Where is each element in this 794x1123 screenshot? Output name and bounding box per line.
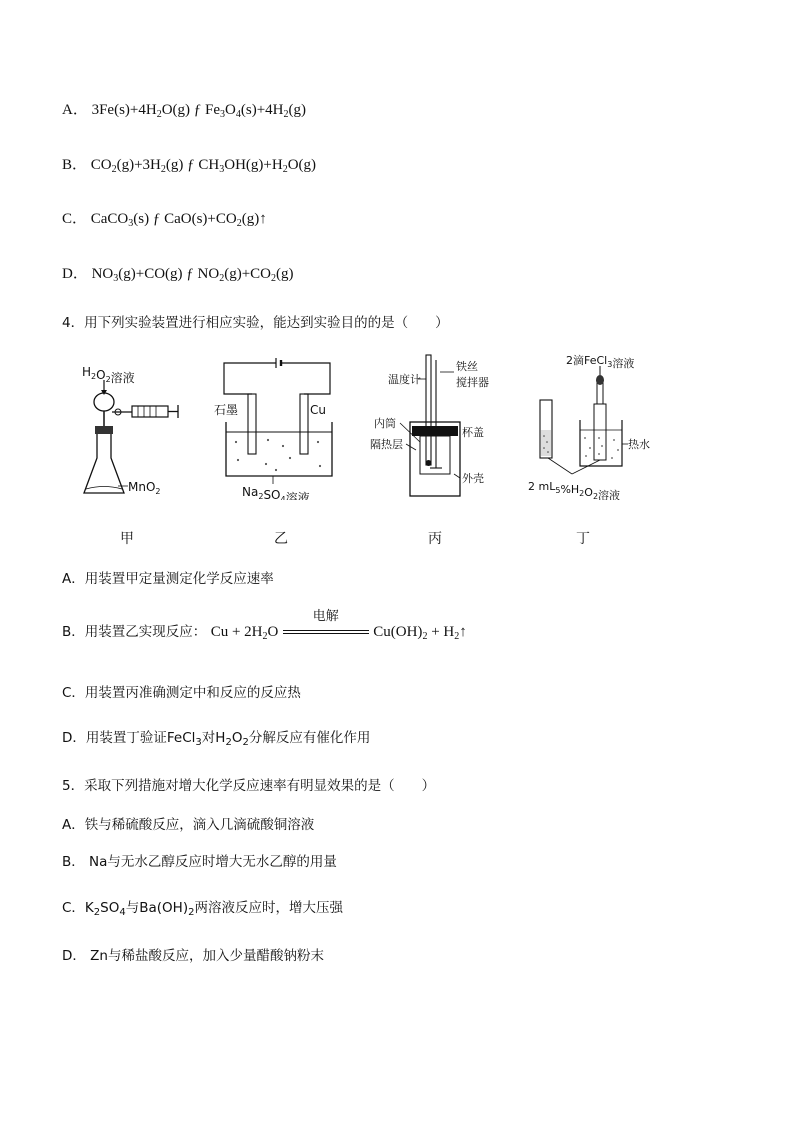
caption-jia: 甲 [120,531,134,547]
jia-label-top: $H_2O_2$溶液 [82,365,135,385]
q3-option-d [62,262,294,284]
caption-ding: 丁 [576,531,590,547]
figure-ding [528,350,658,504]
electrolysis-label: 电解 [312,609,339,624]
q3-option-b-text: $CO_2(g)+3H_2(g)$ ƒ $CH_3OH(g)+H_2O(g)$ [90,157,317,175]
q4-option-b-lhs: $Cu + 2H_2O$ [210,624,279,642]
q3-option-a [62,98,306,120]
q3-option-c-label: C． [62,211,88,227]
reaction-arrow [283,609,369,639]
q3-option-b [62,153,316,175]
q3-option-c [62,207,267,229]
q4-option-b-prefix: B．用装置乙实现反应： [62,624,207,640]
yi-label-bottom: $Na_2SO_4$溶液 [242,485,310,500]
figure-bing [370,350,495,504]
figure-yi [208,350,348,504]
q5-option-d: D． Zn与稀盐酸反应，加入少量醋酸钠粉末 [62,948,324,964]
figure-jia [74,350,184,504]
bing-label-wire: 铁丝 [456,360,478,373]
q4-option-d: D．用装置丁验证FeCl$_3$对$H_2O_2$分解反应有催化作用 [62,730,371,748]
q5-option-c: C．$K_2SO_4$与$Ba(OH)_2$两溶液反应时，增大压强 [62,900,343,918]
bing-label-stirrer: 搅拌器 [456,376,489,389]
q4-option-b-rhs: $Cu(OH)_2$ + $H_2↑$ [373,624,467,642]
q4-option-b [62,609,467,642]
q4-option-a: A．用装置甲定量测定化学反应速率 [62,571,274,587]
yi-label-right: Cu [310,403,326,417]
bing-label-shell: 外壳 [462,472,484,485]
q3-option-a-text: $3Fe(s)+4H_2O(g)$ ƒ $Fe_3O_4(s)+4H_2(g)$ [91,102,307,120]
q4-option-c: C．用装置丙准确测定中和反应的反应热 [62,685,301,701]
ding-label-hot: 热水 [628,438,650,451]
bing-label-lid: 杯盖 [462,426,484,439]
q3-option-d-text: $NO_3(g)+CO(g)$ ƒ $NO_2(g)+CO_2(g)$ [91,266,294,284]
ding-label-bottom: 2 $mL_5\%H_2O_2$溶液 [528,480,621,500]
q5-option-a: A．铁与稀硫酸反应，滴入几滴硫酸铜溶液 [62,817,315,833]
q3-option-c-text: CaCO$_3$(s) ƒ $CaO(s)+CO_2(g)↑$ [90,211,267,229]
q5-stem: 5．采取下列措施对增大化学反应速率有明显效果的是（ ） [62,778,436,794]
bing-label-thermo: 温度计 [388,373,421,386]
q4-stem: 4．用下列实验装置进行相应实验，能达到实验目的的是（ ） [62,315,449,331]
q3-option-b-label: B． [62,157,88,173]
jia-label-bottom: MnO$_2$ [128,480,161,496]
yi-label-left: 石墨 [214,403,239,417]
q5-option-b: B． Na与无水乙醇反应时增大无水乙醇的用量 [62,854,337,870]
q3-option-d-label: D． [62,266,88,282]
caption-yi: 乙 [274,531,288,547]
bing-label-inner: 内筒 [374,417,396,430]
caption-bing: 丙 [428,531,442,547]
bing-label-insulation: 隔热层 [370,438,403,451]
ding-label-top: 2滴FeCl$_3$溶液 [566,354,635,370]
q3-option-a-label: A． [62,102,88,118]
